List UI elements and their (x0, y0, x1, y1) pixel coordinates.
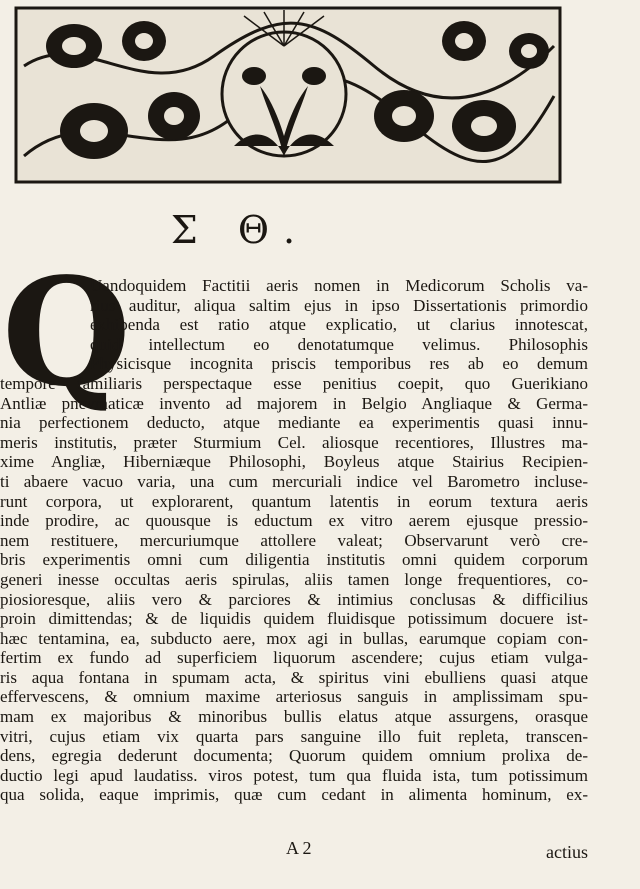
text-line: quid intellectum eo denotatumque velimus. Philosophis (90, 334, 588, 354)
signature-mark: A 2 (286, 838, 312, 858)
text-line: rius auditur, aliqua saltim ejus in ipso Dissertationis primordio (90, 295, 588, 315)
text-line: Physicisque incognita priscis temporibus res ab eo demum (90, 354, 588, 374)
drop-capital: Q (2, 245, 131, 419)
text-line: fertim ex fundo ad superficiem liquorum ascendere; cujus etiam vulga- (0, 648, 588, 668)
text-line: Antliæ pnevmaticæ invento ad majorem in Belgio Angliaque & Germa- (0, 393, 588, 413)
body-paragraph (0, 276, 588, 805)
text-line: runt corpora, ut explorarent, quantum latentis in eorum textura aeris (0, 491, 588, 511)
text-line: tempore familiaris perspectaque esse penitius coepit, quo Guerikiano (0, 373, 588, 393)
text-line: ti abaere vacuo varia, una cum mercuriali indice vel Barometro incluse- (0, 471, 588, 491)
text-line: xime Angliæ, Hiberniæque Philosophi, Boyleus atque Stairius Recipien- (0, 452, 588, 472)
text-line: hæc tentamina, ea, subducto aere, mox agi in bullas, earumque copiam con- (0, 628, 588, 648)
floral-headpiece-ornament (14, 6, 562, 184)
catchword: actius (546, 842, 588, 862)
text-line: proin dimittendas; & de liquidis quidem fluidisque potissimum docuere ist- (0, 609, 588, 629)
text-line: inde prodire, ac quousque is eductum ex vitro aerem ejusque pressio- (0, 511, 588, 531)
text-line: vitri, cujus etiam vix quarta pars sanguine illo fuit repleta, transcen- (0, 726, 588, 746)
text-line: effervescens, & omnium maxime arteriosus sanguis in amplissimam spu- (0, 687, 588, 707)
text-line: dens, egregia dederunt documenta; Quorum quidem omnium prolixa de- (0, 746, 588, 766)
text-line: generi inesse occultas aeris spirulas, aliis tamen longe frequentiores, co- (0, 569, 588, 589)
text-line: ris aqua fontana in spumam acta, & spiritus vini ebulliens quasi atque (0, 667, 588, 687)
text-line: nia perfectionem deducto, atque mediante ea experimentis quasi innu- (0, 413, 588, 433)
text-line: Uandoquidem Factitii aeris nomen in Medicorum Scholis va- (90, 276, 588, 295)
text-line: mam ex majoribus & minoribus bullis elatus atque assurgens, orasque (0, 707, 588, 727)
text-line: nem restituere, mercuriumque attollere valeat; Observarunt verò cre- (0, 530, 588, 550)
text-line: qua solida, eaque imprimis, quæ cum cedant in alimenta hominum, ex- (0, 785, 588, 805)
text-line: exhibenda est ratio atque explicatio, ut clarius innotescat, (90, 315, 588, 335)
text-line: piosioresque, aliis vero & parciores & intimius conclusas & difficilius (0, 589, 588, 609)
page-heading: Σ Θ. (170, 208, 310, 252)
text-line: meris institutis, præter Sturmium Cel. aliosque recentiores, Illustres ma- (0, 432, 588, 452)
text-line: ductio legi apud laudatiss. viros potest, tum qua fluida ista, tum potissimum (0, 765, 588, 785)
text-line: bris experimentis omni cum diligentia institutis omni quidem corporum (0, 550, 588, 570)
